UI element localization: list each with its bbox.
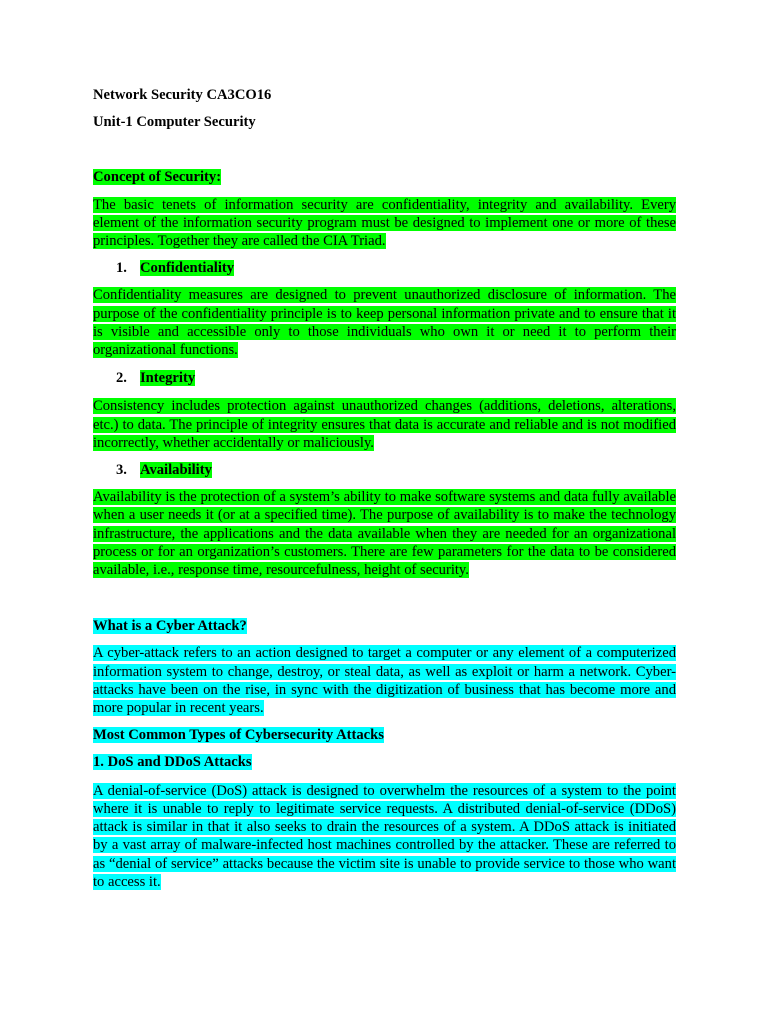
dos-heading: 1. DoS and DDoS Attacks (93, 754, 252, 771)
confidentiality-paragraph: Confidentiality measures are designed to prevent unauthorized disclosure of information. The purpose of the confidentiality principle is to keep personal information private and to ensure that it is visible and accessible only to those individuals who own it or need it to perform their organizational functions. (93, 287, 676, 359)
cyber-attack-heading: What is a Cyber Attack? (93, 618, 247, 635)
cyber-attack-paragraph: A cyber-attack refers to an action designed to target a computer or any element of a computerized information system to change, destroy, or steal data, as well as exploit or harm a network. Cyber-attacks have been on the rise, in sync with the digitization of business that has become more and more popular in recent years. (93, 645, 676, 717)
heading-confidentiality: 1. Confidentiality (116, 260, 235, 277)
attack-types-heading: Most Common Types of Cybersecurity Attacks (93, 727, 384, 744)
dos-paragraph: A denial-of-service (DoS) attack is designed to overwhelm the resources of a system to the point where it is unable to reply to legitimate service requests. A distributed denial-of-service (DDoS) attack is similar in that it also seeks to drain the resources of a system. A DDoS attack is initiated by a vast array of malware-infected host machines controlled by the attacker. These are referred to as “denial of service” attacks because the victim site is unable to provide service to those who want to access it. (93, 782, 676, 890)
document-page (93, 86, 676, 891)
integrity-paragraph: Consistency includes protection against unauthorized changes (additions, deletions, alterations, etc.) to data. The principle of integrity ensures that data is accurate and reliable and is not modified incorrectly, whether accidentally or maliciously. (93, 398, 676, 451)
availability-paragraph: Availability is the protection of a system’s ability to make software systems and data fully available when a user needs it (or at a specified time). The purpose of availability is to make the technology infrastructure, the applications and the data available when they are needed for an organizational process or for an organization’s customers. There are few parameters for the data to be considered available, i.e., response time, resourcefulness, height of security. (93, 489, 676, 579)
heading-integrity: 2. Integrity (116, 370, 196, 387)
document-title: Network Security CA3CO16 (93, 87, 272, 103)
concept-heading: Concept of Security: (93, 169, 222, 186)
concept-paragraph: The basic tenets of information security are confidentiality, integrity and availability. Every element of the information security program must be designed to implement one or more of these principles. Together they are called the CIA Triad. (93, 196, 676, 250)
unit-title: Unit-1 Computer Security (93, 114, 256, 131)
heading-availability: 3. Availability (116, 462, 212, 479)
